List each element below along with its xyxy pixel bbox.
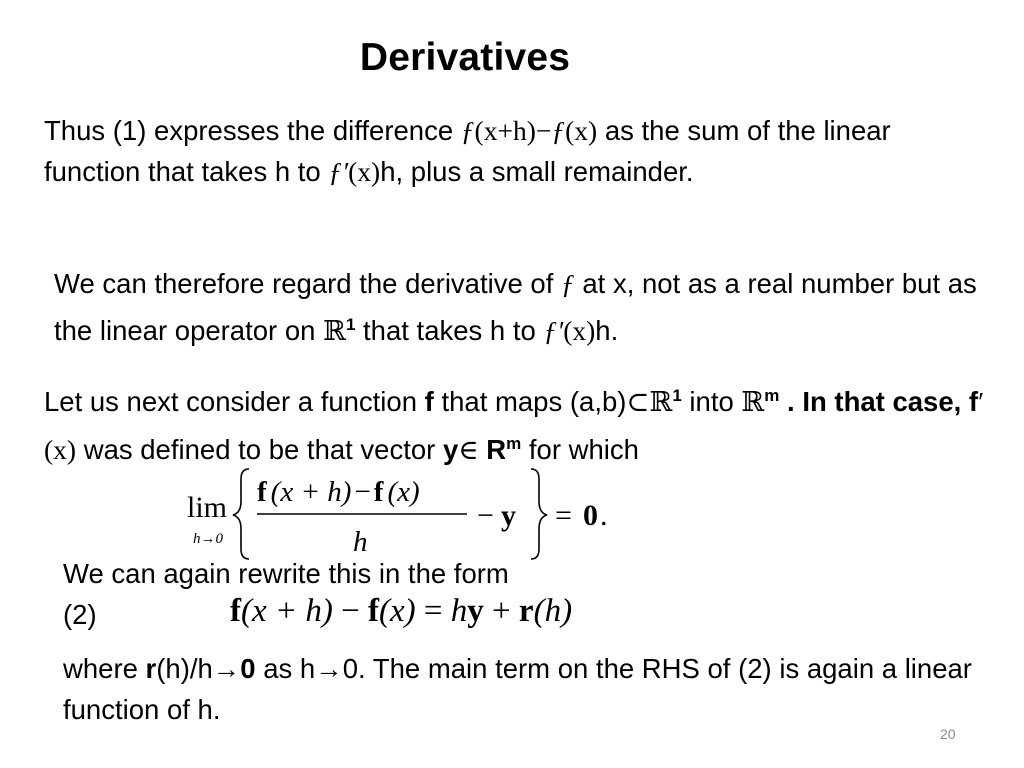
p3-subset: ⊂ [626,386,650,417]
p2-text-a: We can therefore regard the derivative of [54,268,561,299]
slide-title: Derivatives [359,36,571,79]
p3-prime: ′ [978,386,985,417]
p3-f2: f [968,386,979,417]
eq2-r: r [518,593,534,629]
left-brace [233,469,249,559]
p1-m3: (x) [348,156,381,187]
p2-fprime: ƒ′ [543,315,564,346]
eq2-minus: − [332,593,369,629]
p2-reals: ℝ [323,315,346,347]
equals-sign: = [555,499,572,532]
paragraph-difference [44,110,984,192]
eq2-a: (x + h) [241,593,333,629]
p3-supm2: m [506,434,522,453]
p1-f1: ƒ [460,115,475,146]
p3-text-e: was defined to be that vector [76,434,443,465]
p6-r: r [145,653,157,684]
rewritten-equation [230,593,572,630]
paragraph-vector-function [44,375,994,470]
p2-m: (x) [563,315,596,346]
p6-zero: 0 [240,653,256,684]
lim-subscript: h→0 [193,531,223,547]
paragraph-operator [54,263,994,352]
p3-realsm: ℝ [741,386,765,418]
p3-reals1: ℝ [649,386,673,418]
p3-text-b: that maps (a,b) [433,386,627,417]
eq2-c: (h) [533,593,573,629]
p2-text-d: h. [595,315,619,346]
p3-m: (x) [44,434,77,465]
p3-text-a: Let us next consider a function [44,386,425,417]
minus-sign: − [477,499,494,532]
p1-text-c: h, plus a small remainder. [380,156,694,187]
eq2-y: y [467,593,484,629]
p2-text-c: that takes h to [355,315,544,346]
p1-fprime: ƒ′ [328,156,349,187]
eq2-h: h [450,593,468,629]
p6-text-b: (h)/h→ [156,653,241,684]
p2-f: ƒ [561,268,575,299]
p1-m1: (x+h) [474,115,536,146]
p1-minus: − [535,115,552,146]
y-vector: y [501,499,516,532]
p3-text-d: . In that case, [779,386,969,417]
p4-line1: We can again rewrite this in the form [63,558,509,589]
p6-text-c: as h→0. The main term on the RHS of (2) is again a linear function of h. [63,653,972,725]
eq2-plus: + [483,593,519,629]
p3-y: y [442,434,459,465]
p3-text-c: into [681,386,742,417]
p1-m2: (x) [565,115,598,146]
zero-vector: 0 [583,499,598,532]
right-brace [531,469,547,559]
p1-f2: ƒ [551,115,566,146]
lim-text: lim [187,491,228,524]
eq2-f2: f [368,593,380,629]
p6-text-a: where [63,653,146,684]
p3-f: f [424,386,434,417]
p2-text-b: at x, not as a real number but as the linear operator on [54,268,977,346]
p3-in: ∈ [458,434,479,465]
period: . [600,499,608,532]
eq2-b: (x) [379,593,416,629]
equation-label: (2) [63,599,97,630]
eq2-f1: f [230,593,241,629]
denominator: h [353,526,368,558]
p2-sup1: 1 [345,315,356,334]
eq2-equals: = [415,593,451,629]
limit-equation [185,463,625,563]
page-number: 20 [940,726,956,742]
p3-sup1: 1 [672,386,682,405]
p1-text-a: Thus (1) expresses the difference [44,115,461,146]
p3-supm: m [764,386,780,405]
p1-text-b: as the sum of the linear function that takes h to [44,115,891,187]
paragraph-remainder [63,648,1003,730]
p3-R: R [478,434,507,465]
p3-text-g: for which [521,434,639,465]
numerator: f (x + h) − f (x) [257,476,420,508]
